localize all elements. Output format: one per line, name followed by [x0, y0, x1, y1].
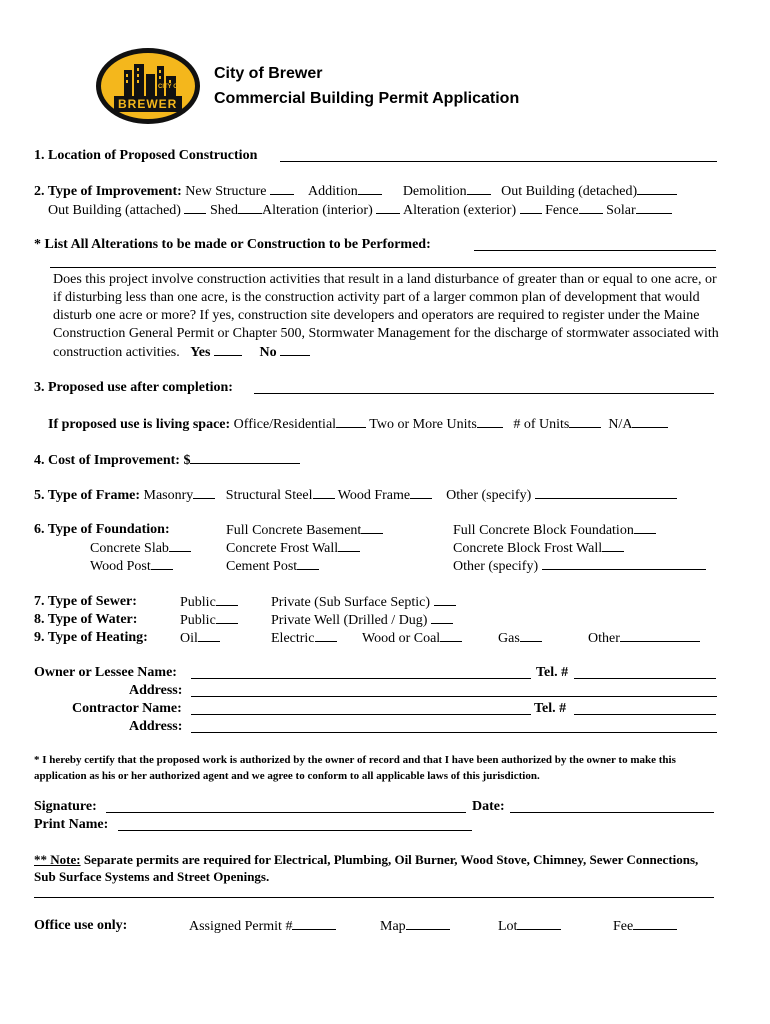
alteration-exterior-field[interactable] [520, 201, 542, 214]
note-text [34, 851, 714, 885]
addition-field[interactable] [358, 182, 382, 195]
full-basement-field[interactable] [361, 521, 383, 534]
water-public-row [180, 611, 238, 629]
opt-frost-wall: Concrete Frost Wall [226, 541, 339, 556]
owner-address-field[interactable] [191, 696, 717, 697]
fence-field[interactable] [579, 201, 603, 214]
opt-cement-post-row [226, 557, 319, 575]
demolition-field[interactable] [467, 182, 491, 195]
q5-label: 5. Type of Frame: [34, 488, 141, 503]
q3-label: 3. Proposed use after completion: [34, 380, 233, 395]
note-divider [34, 897, 714, 898]
opt-heat-oil: Oil [180, 631, 198, 646]
opt-block-foundation: Full Concrete Block Foundation [453, 523, 634, 538]
opt-block-foundation-row [453, 521, 656, 539]
owner-address-label: Address: [129, 683, 183, 698]
opt-wood-frame: Wood Frame [337, 488, 411, 503]
stormwater-text: Does this project involve construction activities that result in a land disturbance of greater than or equal to one acre, or if disturbing less than one acre, is the construction activity part of a larger common plan of development that would disturb one acre or more? If yes, construction site developers and operators are required to register under the Maine Construction General Permit or Chapter 500, Stormwater Management for the discharge of stormwater associated with construction activities. [53, 272, 719, 360]
opt-full-basement: Full Concrete Basement [226, 523, 362, 538]
logo-bottom-text: BREWER [118, 97, 178, 111]
opt-other-frame: Other (specify) [446, 488, 532, 503]
q9-label: 9. Type of Heating: [34, 630, 148, 645]
q2-row2 [48, 201, 672, 219]
opt-structural-steel: Structural Steel [225, 488, 313, 503]
frost-wall-field[interactable] [338, 539, 360, 552]
stormwater-no-label: No [259, 345, 277, 360]
contractor-label: Contractor Name: [72, 701, 182, 716]
q5-row [34, 486, 677, 504]
opt-frost-wall-row [226, 539, 360, 557]
opt-shed: Shed [209, 203, 238, 218]
out-building-attached-field[interactable] [184, 201, 206, 214]
wood-post-field[interactable] [151, 557, 173, 570]
q1-label: 1. Location of Proposed Construction [34, 148, 258, 163]
alterations-field-1[interactable] [474, 250, 716, 251]
opt-fence: Fence [545, 203, 579, 218]
opt-water-private: Private Well (Drilled / Dug) [271, 613, 428, 628]
opt-office-residential: Office/Residential [233, 417, 337, 432]
cost-field[interactable] [190, 451, 300, 464]
q2-label: 2. Type of Improvement: [34, 184, 182, 199]
date-label: Date: [472, 799, 505, 814]
map-label: Map [380, 919, 406, 934]
certification-text: * I hereby certify that the proposed work is authorized by the owner of record and that I have been authorized by the owner to make this application as his or her authorized agent and we agree to conform to all applicable laws of this jurisdiction. [34, 754, 676, 782]
owner-tel-label: Tel. # [536, 665, 569, 680]
num-units-field[interactable] [569, 415, 601, 428]
opt-out-building-detached: Out Building (detached) [501, 184, 638, 199]
contractor-tel-label: Tel. # [534, 701, 567, 716]
water-private-field[interactable] [431, 611, 453, 624]
wood-frame-field[interactable] [410, 486, 432, 499]
fee-row [613, 917, 677, 935]
opt-demolition: Demolition [402, 184, 467, 199]
owner-label: Owner or Lessee Name: [34, 665, 177, 680]
opt-two-or-more-units: Two or More Units [369, 417, 477, 432]
stormwater-yes-field[interactable] [214, 343, 242, 356]
q8-label: 8. Type of Water: [34, 612, 138, 627]
opt-concrete-slab: Concrete Slab [90, 541, 169, 556]
city-name: City of Brewer [214, 65, 323, 82]
structural-steel-field[interactable] [313, 486, 335, 499]
heat-wood-field[interactable] [440, 629, 462, 642]
print-name-field[interactable] [118, 830, 472, 831]
location-field[interactable] [280, 161, 717, 162]
q6-label: 6. Type of Foundation: [34, 522, 170, 537]
office-use-label: Office use only: [34, 918, 128, 933]
opt-wood-post: Wood Post [90, 559, 151, 574]
block-foundation-field[interactable] [634, 521, 656, 534]
heat-oil-field[interactable] [198, 629, 220, 642]
sewer-public-field[interactable] [216, 593, 238, 606]
stormwater-no-field[interactable] [280, 343, 310, 356]
permit-num-field[interactable] [292, 917, 336, 930]
opt-sewer-private: Private (Sub Surface Septic) [271, 595, 431, 610]
concrete-slab-field[interactable] [169, 539, 191, 552]
opt-alteration-exterior: Alteration (exterior) [403, 203, 517, 218]
date-field[interactable] [510, 812, 714, 813]
map-field[interactable] [406, 917, 450, 930]
stormwater-question [53, 271, 723, 362]
q2-row1 [34, 182, 677, 200]
alterations-field-2[interactable] [50, 267, 716, 268]
opt-wood-post-row [90, 557, 173, 575]
owner-field[interactable] [191, 678, 531, 679]
alteration-interior-field[interactable] [376, 201, 400, 214]
heat-electric-row [271, 629, 337, 647]
opt-other-foundation: Other (specify) [453, 559, 539, 574]
office-residential-field[interactable] [336, 415, 366, 428]
city-logo [94, 46, 202, 126]
masonry-field[interactable] [193, 486, 215, 499]
note-body: Separate permits are required for Electrical, Plumbing, Oil Burner, Wood Stove, Chimney, Sewer Connections, Sub Surface Systems and Street Openings. [34, 852, 699, 884]
contractor-field[interactable] [191, 714, 531, 715]
water-public-field[interactable] [216, 611, 238, 624]
lot-row [498, 917, 561, 935]
signature-field[interactable] [106, 812, 466, 813]
opt-full-basement-row [226, 521, 383, 539]
heat-electric-field[interactable] [315, 629, 337, 642]
heat-other-field[interactable] [620, 629, 700, 642]
owner-tel-field[interactable] [574, 678, 716, 679]
sewer-public-row [180, 593, 238, 611]
opt-heat-gas: Gas [498, 631, 520, 646]
heat-gas-row [498, 629, 542, 647]
proposed-use-field[interactable] [254, 393, 714, 394]
cement-post-field[interactable] [297, 557, 319, 570]
opt-cement-post: Cement Post [226, 559, 298, 574]
opt-solar: Solar [606, 203, 636, 218]
q3-living-row [48, 415, 668, 433]
q7-label: 7. Type of Sewer: [34, 594, 137, 609]
opt-new-structure: New Structure [185, 184, 267, 199]
living-space-label: If proposed use is living space: [48, 417, 231, 432]
opt-other-foundation-row [453, 557, 706, 575]
contractor-address-field[interactable] [191, 732, 717, 733]
signature-label: Signature: [34, 799, 97, 814]
opt-out-building-attached: Out Building (attached) [48, 203, 181, 218]
map-row [380, 917, 450, 935]
contractor-tel-field[interactable] [574, 714, 716, 715]
shed-field[interactable] [238, 201, 262, 214]
solar-field[interactable] [636, 201, 672, 214]
other-frame-field[interactable] [535, 486, 677, 499]
opt-na: N/A [608, 417, 633, 432]
fee-label: Fee [613, 919, 634, 934]
cost-label: 4. Cost of Improvement: $ [34, 453, 191, 468]
opt-alteration-interior: Alteration (interior) [261, 203, 373, 218]
block-frost-wall-field[interactable] [602, 539, 624, 552]
opt-block-frost-wall: Concrete Block Frost Wall [453, 541, 603, 556]
permit-num-row [189, 917, 336, 935]
water-private-row [271, 611, 453, 629]
note-prefix: ** Note: [34, 852, 81, 867]
alterations-label: * List All Alterations to be made or Construction to be Performed: [34, 237, 431, 252]
page-title: Commercial Building Permit Application [214, 90, 520, 107]
heat-wood-row [362, 629, 462, 647]
other-foundation-field[interactable] [542, 557, 706, 570]
sewer-private-row [271, 593, 456, 611]
stormwater-yes-label: Yes [190, 345, 211, 360]
logo-top-text: CITY OF [158, 84, 182, 90]
contractor-address-label: Address: [129, 719, 183, 734]
permit-num-label: Assigned Permit # [189, 919, 293, 934]
heat-gas-field[interactable] [520, 629, 542, 642]
heat-other-row [588, 629, 700, 647]
q4-label [34, 451, 300, 469]
opt-heat-wood: Wood or Coal [362, 631, 441, 646]
print-name-label: Print Name: [34, 817, 109, 832]
new-structure-field[interactable] [270, 182, 294, 195]
opt-masonry: Masonry [143, 488, 194, 503]
opt-water-public: Public [180, 613, 216, 628]
fee-field[interactable] [633, 917, 677, 930]
opt-num-units: # of Units [513, 417, 570, 432]
opt-block-frost-wall-row [453, 539, 624, 557]
opt-heat-electric: Electric [271, 631, 315, 646]
two-or-more-units-field[interactable] [477, 415, 503, 428]
lot-label: Lot [498, 919, 518, 934]
opt-addition: Addition [308, 184, 358, 199]
out-building-detached-field[interactable] [637, 182, 677, 195]
na-field[interactable] [632, 415, 668, 428]
lot-field[interactable] [517, 917, 561, 930]
heat-oil-row [180, 629, 220, 647]
opt-concrete-slab-row [90, 539, 191, 557]
opt-heat-other: Other [588, 631, 620, 646]
sewer-private-field[interactable] [434, 593, 456, 606]
opt-sewer-public: Public [180, 595, 216, 610]
